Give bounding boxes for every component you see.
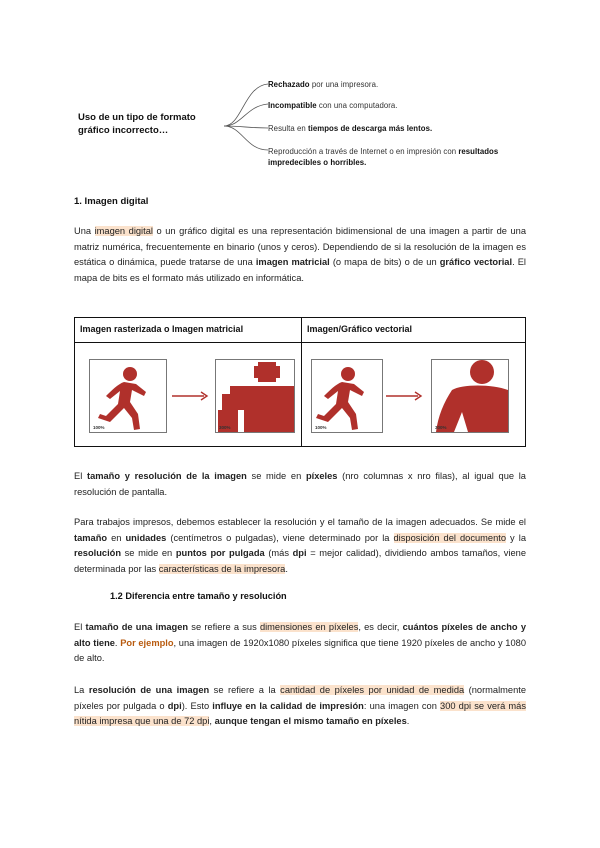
paragraph-tamano-imagen: El tamaño de una imagen se refiere a sus dimensiones en píxeles, es decir, cuántos píxeles de ancho y alto tiene. Por ejemplo, una imagen de 1920x1080 píxeles significa que tiene 1920 píxeles de ancho y 1080 de alto.: [74, 622, 526, 663]
paragraph-imagen-digital: Una imagen digital o un gráfico digital es una representación bidimensional de una imagen a partir de una matriz numérica, frecuentemente en binario (unos y ceros). Dependiendo de si la resolución de la imagen es estática o dinámica, puede tratarse de una imagen matricial (o mapa de bits) o de un gráfico vectorial. El mapa de bits es el formato más utilizado en informática.: [74, 226, 527, 283]
vector-image-large: 300%: [431, 359, 509, 433]
vector-image-small: 100%: [311, 359, 383, 433]
section-title-diferencia: 1.2 Diferencia entre tamaño y resolución: [110, 591, 287, 601]
mindmap-branch-4: Reproducción a través de Internet o en impresión con resultados impredecibles o horribles.: [268, 147, 499, 167]
comparison-table: [74, 317, 526, 447]
mindmap-branch-1: Rechazado por una impresora.: [268, 80, 379, 89]
mindmap-root: Uso de un tipo de formato gráfico incorrecto…: [78, 112, 196, 136]
raster-image-large: 300%: [215, 359, 295, 433]
paragraph-resolucion-imagen: La resolución de una imagen se refiere a la cantidad de píxeles por unidad de medida (normalmente píxeles por pulgada o dpi). Esto influye en la calidad de impresión: una imagen con 300 dpi se verá más nítida impresa que una de 72 dpi, aunque tengan el mismo tamaño en píxeles.: [74, 685, 527, 726]
raster-image-small: 100%: [89, 359, 167, 433]
arrow-right-icon: [171, 390, 209, 402]
mindmap-branch-2: Incompatible con una computadora.: [268, 101, 398, 110]
arrow-right-icon-2: [385, 390, 423, 402]
mindmap-branch-3: Resulta en tiempos de descarga más lentos.: [268, 124, 433, 133]
paragraph-trabajos-impresos: Para trabajos impresos, debemos establecer la resolución y el tamaño de la imagen adecuados. Se mide el tamaño en unidades (centímetros o pulgadas), viene determinado por la disposición del documento y la resolución se mide en puntos por pulgada (más dpi = mejor calidad), dividiendo ambos tamaños, viene determinada por las características de la impresora.: [74, 517, 527, 574]
header-raster: Imagen rasterizada o Imagen matricial: [80, 324, 244, 334]
mindmap-connectors: [218, 80, 270, 170]
section-title-imagen-digital: 1. Imagen digital: [74, 196, 149, 207]
header-vector: Imagen/Gráfico vectorial: [307, 324, 413, 334]
paragraph-tamano-resolucion: El tamaño y resolución de la imagen se mide en píxeles (nro columnas x nro filas), al igual que la resolución de pantalla.: [74, 471, 526, 497]
